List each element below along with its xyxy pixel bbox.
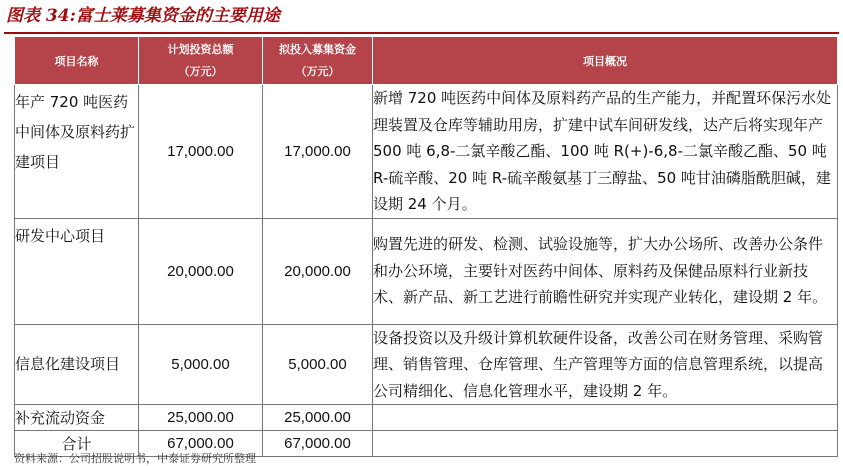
cell-project-overview: 购置先进的研发、检测、试验设施等，扩大办公场所、改善办公条件和办公环境，主要针对医药中间体、原料药及保健品原料行业新技术、新产品、新工艺进行前瞻性研究并实现产业转化，建设期 2 年。 — [373, 218, 838, 324]
cell-planned-investment: 5,000.00 — [139, 324, 263, 405]
table-row — [15, 405, 838, 431]
header-planned-investment-unit: （万元） — [178, 64, 223, 78]
cell-project-name: 信息化建设项目 — [15, 324, 139, 405]
cell-raised-funds-total: 67,000.00 — [263, 431, 373, 457]
header-planned-investment — [139, 37, 263, 85]
table-row — [15, 324, 838, 405]
table-header-row — [15, 37, 838, 85]
cell-project-overview — [373, 405, 838, 431]
header-project-overview: 项目概况 — [373, 37, 838, 85]
header-raised-funds-label: 拟投入募集资金 — [279, 42, 356, 56]
cell-project-name: 研发中心项目 — [15, 218, 139, 324]
cell-raised-funds: 5,000.00 — [263, 324, 373, 405]
cell-project-name: 补充流动资金 — [15, 405, 139, 431]
cell-planned-investment: 20,000.00 — [139, 218, 263, 324]
cell-project-name: 年产 720 吨医药中间体及原料药扩建项目 — [15, 85, 139, 219]
cell-planned-investment-total: 67,000.00 — [139, 431, 263, 457]
cell-raised-funds: 25,000.00 — [263, 405, 373, 431]
source-note: 资料来源：公司招股说明书，中泰证券研究所整理 — [14, 452, 256, 465]
cell-raised-funds: 17,000.00 — [263, 85, 373, 219]
cell-project-overview: 设备投资以及升级计算机软硬件设备，改善公司在财务管理、采购管理、销售管理、仓库管理、生产管理等方面的信息管理系统，以提高公司精细化、信息化管理水平，建设期 2 年。 — [373, 324, 838, 405]
cell-project-overview — [373, 431, 838, 457]
table-row — [15, 218, 838, 324]
header-project-name: 项目名称 — [15, 37, 139, 85]
cell-raised-funds: 20,000.00 — [263, 218, 373, 324]
header-raised-funds — [263, 37, 373, 85]
cell-planned-investment: 17,000.00 — [139, 85, 263, 219]
cell-total-label: 合计 — [15, 431, 139, 457]
funding-table — [14, 36, 838, 457]
header-planned-investment-label: 计划投资总额 — [167, 42, 234, 56]
cell-project-overview: 新增 720 吨医药中间体及原料药产品的生产能力，并配置环保污水处理装置及仓库等辅助用房，扩建中试车间研发线，达产后将实现年产 500 吨 6,8-二氯辛酸乙酯、100 吨 R(+)-6,8-二氯辛酸乙酯、50 吨 R-硫辛酸、20 吨 R-硫辛酸氨基丁三醇盐、50 吨甘油磷脂酰胆碱，建设期 24 个月。 — [373, 85, 838, 219]
header-raised-funds-unit: （万元） — [295, 64, 340, 78]
title-divider — [4, 32, 839, 34]
cell-planned-investment: 25,000.00 — [139, 405, 263, 431]
figure-title: 图表 34:富士莱募集资金的主要用途 — [6, 6, 280, 26]
table-row — [15, 85, 838, 219]
